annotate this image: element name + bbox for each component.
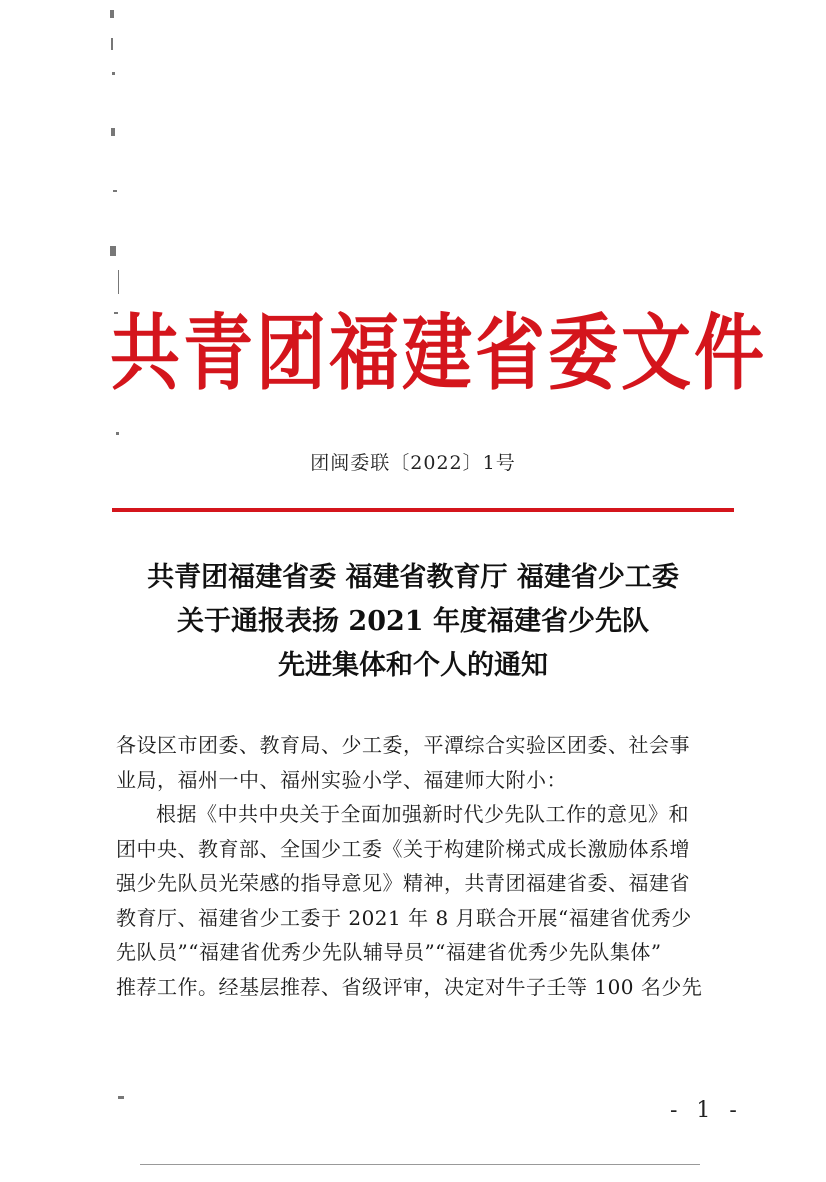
document-number: 团闽委联〔2022〕1号 <box>310 452 516 474</box>
document-header-title: 共青团福建省委文件 <box>110 304 767 402</box>
notice-title-line: 先进集体和个人的通知 <box>278 650 548 681</box>
header-divider-rule <box>112 508 734 512</box>
notice-title-line: 关于通报表扬 2021 年度福建省少先队 <box>177 606 649 637</box>
page-number: - 1 - <box>670 1098 743 1123</box>
notice-title <box>100 556 726 688</box>
body-line: 先队员”“福建省优秀少先队辅导员”“福建省优秀少先队集体” <box>116 940 662 964</box>
body-line: 团中央、教育部、全国少工委《关于构建阶梯式成长激励体系增 <box>116 836 690 861</box>
body-line: 根据《中共中央关于全面加强新时代少先队工作的意见》和 <box>156 802 689 826</box>
body-line: 强少先队员光荣感的指导意见》精神，共青团福建省委、福建省 <box>116 871 690 895</box>
body-line: 教育厅、福建省少工委于 2021 年 8 月联合开展“福建省优秀少 <box>116 905 692 930</box>
body-line-recipients: 业局，福州一中、福州实验小学、福建师大附小： <box>116 767 567 792</box>
notice-body <box>116 728 736 1004</box>
body-line: 推荐工作。经基层推荐、省级评审，决定对牛子壬等 100 名少先 <box>116 974 703 999</box>
footer-rule <box>140 1164 700 1165</box>
notice-title-line: 共青团福建省委 福建省教育厅 福建省少工委 <box>147 562 679 593</box>
body-line-recipients: 各设区市团委、教育局、少工委，平潭综合实验区团委、社会事 <box>116 733 690 757</box>
